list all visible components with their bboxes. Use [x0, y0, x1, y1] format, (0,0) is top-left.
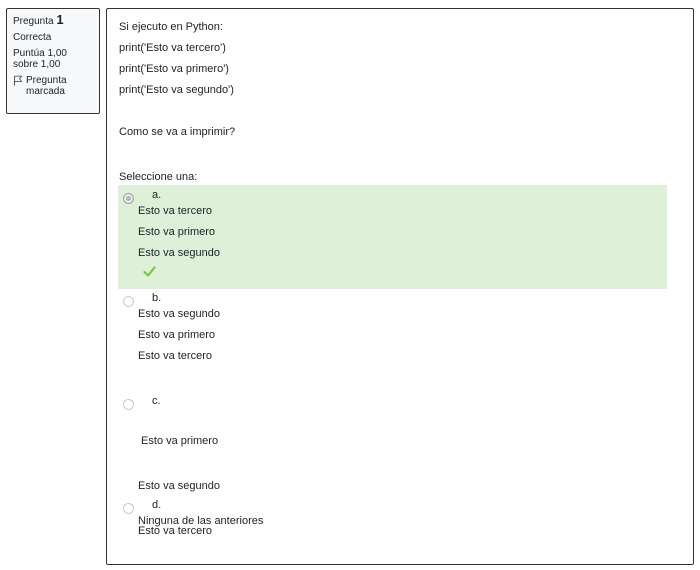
answer-radio-c[interactable]	[123, 399, 134, 410]
answer-line: Esto va primero	[138, 435, 219, 447]
question-info-panel	[6, 8, 100, 114]
question-text-line: print('Esto va primero')	[119, 63, 229, 75]
question-number: 1	[56, 12, 64, 27]
answer-text-c	[138, 407, 220, 566]
answer-text-a	[138, 201, 220, 264]
answer-radio-a[interactable]	[123, 193, 134, 204]
answer-line: Esto va tercero	[138, 350, 212, 362]
answer-line: Esto va segundo	[138, 480, 220, 492]
answer-letter-c: c.	[152, 395, 161, 407]
answer-radio-b[interactable]	[123, 296, 134, 307]
question-text-line: print('Esto va tercero')	[119, 42, 226, 54]
question-text-line: print('Esto va segundo')	[119, 84, 234, 96]
question-text-line	[119, 101, 235, 122]
answer-line: Esto va segundo	[138, 247, 220, 259]
question-text-line: Si ejecuto en Python:	[119, 21, 223, 33]
answer-text-d	[138, 511, 263, 532]
answer-option-a[interactable]	[118, 185, 667, 289]
answer-letter-b: b.	[152, 292, 162, 304]
question-state: Correcta	[13, 32, 52, 43]
flag-label: Pregunta marcada	[26, 75, 67, 97]
question-text	[119, 17, 235, 143]
answer-prompt: Seleccione una:	[119, 171, 198, 183]
question-title	[13, 14, 93, 27]
question-formulation	[106, 8, 694, 565]
answer-line: Esto va primero	[138, 226, 216, 238]
question-ask: Como se va a imprimir?	[119, 126, 236, 138]
answer-line: Esto va segundo	[138, 308, 220, 320]
answer-line: Esto va tercero	[138, 205, 212, 217]
answer-radio-d[interactable]	[123, 503, 134, 514]
answer-letter-d: d.	[152, 499, 162, 511]
answer-option-d[interactable]	[118, 496, 667, 536]
flag-icon	[13, 75, 23, 86]
correct-check-icon	[143, 266, 156, 277]
answer-letter-a: a.	[152, 189, 162, 201]
flag-question-toggle[interactable]	[13, 75, 93, 97]
answer-line: Esto va primero	[138, 329, 216, 341]
answer-option-b[interactable]	[118, 289, 667, 379]
question-grade: Puntúa 1,00 sobre 1,00	[13, 48, 67, 70]
answer-line: Ninguna de las anteriores	[138, 515, 264, 527]
question-label: Pregunta	[13, 16, 54, 27]
answer-line: Esto va tercero	[138, 525, 212, 537]
answer-text-b	[138, 304, 220, 367]
